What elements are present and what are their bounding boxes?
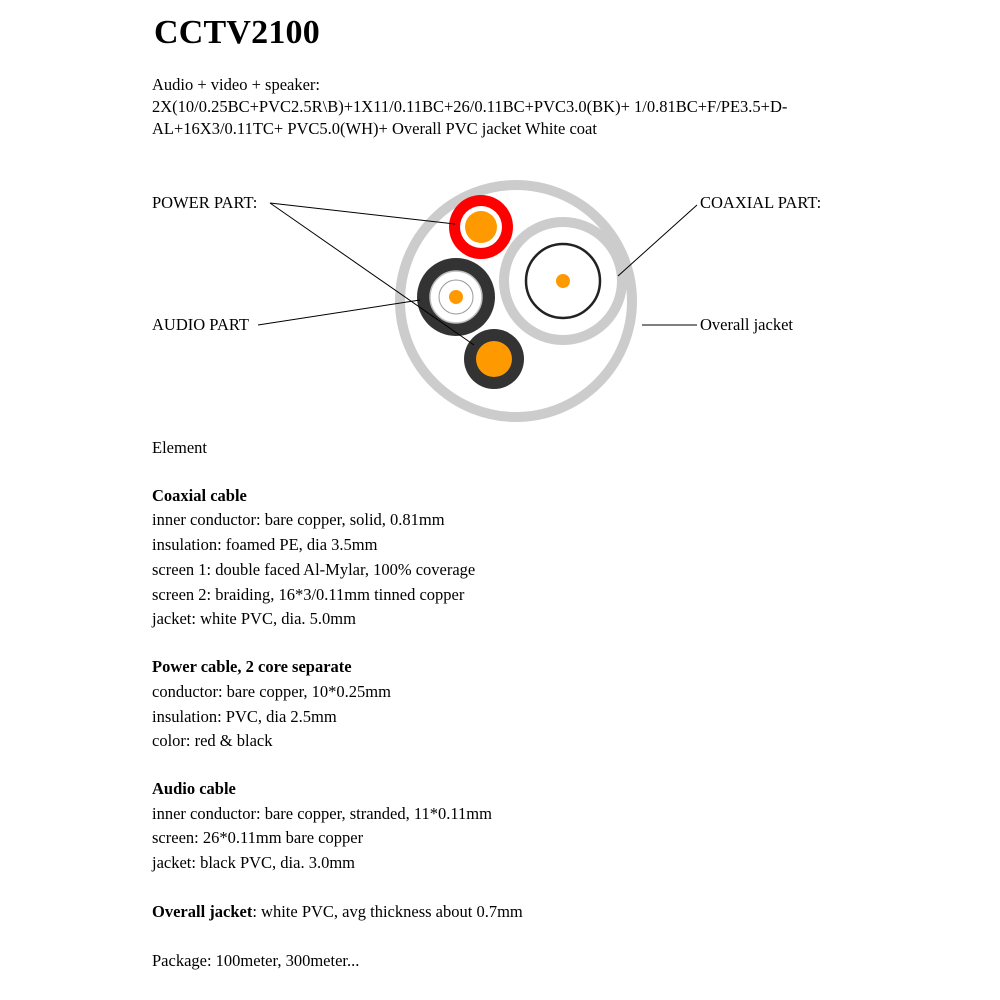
power-core-red-conductor — [465, 211, 497, 243]
audio-item: jacket: black PVC, dia. 3.0mm — [152, 853, 356, 872]
cable-cross-section-diagram — [0, 0, 1000, 450]
power-item: conductor: bare copper, 10*0.25mm — [152, 682, 391, 701]
overall-jacket-text: : white PVC, avg thickness about 0.7mm — [252, 902, 523, 921]
coaxial-item: insulation: foamed PE, dia 3.5mm — [152, 535, 378, 554]
overall-jacket-line — [152, 902, 523, 922]
page-title: CCTV2100 — [154, 14, 320, 51]
coaxial-heading: Coaxial cable — [152, 486, 247, 505]
leader-line-power-red — [270, 203, 455, 224]
power-item: insulation: PVC, dia 2.5mm — [152, 707, 337, 726]
element-heading: Element — [152, 438, 207, 457]
audio-item: screen: 26*0.11mm bare copper — [152, 828, 364, 847]
spec-line-2: 2X(10/0.25BC+PVC2.5R\B)+1X11/0.11BC+26/0.11BC+PVC3.0(BK)+ 1/0.81BC+F/PE3.5+D- — [152, 97, 788, 116]
coaxial-conductor — [556, 274, 570, 288]
audio-part-label: AUDIO PART — [152, 315, 249, 334]
coaxial-item: jacket: white PVC, dia. 5.0mm — [152, 609, 356, 628]
coaxial-item: screen 1: double faced Al-Mylar, 100% coverage — [152, 560, 476, 579]
overall-jacket-heading: Overall jacket — [152, 902, 253, 921]
coaxial-item: inner conductor: bare copper, solid, 0.81mm — [152, 510, 445, 529]
power-heading: Power cable, 2 core separate — [152, 657, 352, 676]
audio-conductor — [449, 290, 463, 304]
leader-line-coaxial — [618, 205, 697, 276]
spec-line-1: Audio + video + speaker: — [152, 75, 320, 94]
audio-heading: Audio cable — [152, 779, 236, 798]
audio-item: inner conductor: bare copper, stranded, 11*0.11mm — [152, 804, 492, 823]
coaxial-item: screen 2: braiding, 16*3/0.11mm tinned copper — [152, 585, 465, 604]
power-part-label: POWER PART: — [152, 193, 258, 212]
overall-jacket-label: Overall jacket — [700, 315, 793, 334]
coaxial-part-label: COAXIAL PART: — [700, 193, 822, 212]
package-line: Package: 100meter, 300meter... — [152, 951, 360, 970]
spec-line-3: AL+16X3/0.11TC+ PVC5.0(WH)+ Overall PVC jacket White coat — [152, 119, 597, 138]
power-item: color: red & black — [152, 731, 273, 750]
power-core-black-conductor — [476, 341, 512, 377]
